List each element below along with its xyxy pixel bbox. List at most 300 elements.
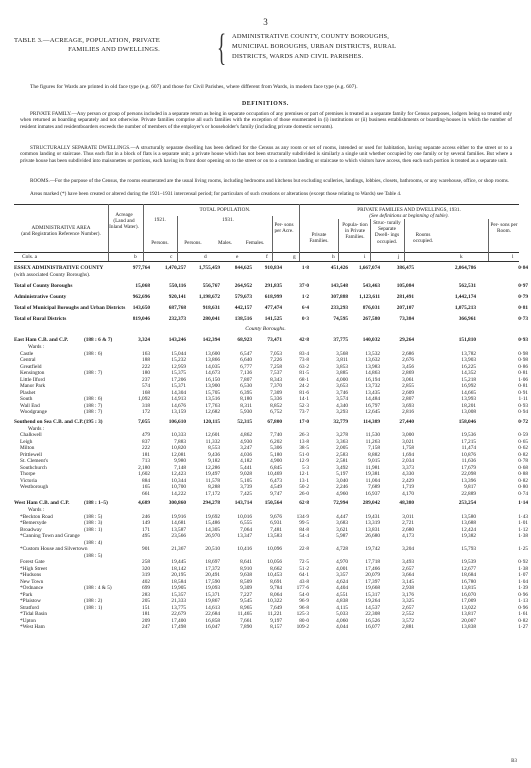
cell-value: 17,372 [205, 565, 220, 572]
row-code: (188 : 7) [84, 409, 103, 415]
cell-value: 819,046 [132, 316, 150, 322]
cell-value: 6·4 [301, 305, 309, 311]
cell-value: 3,278 [336, 432, 348, 438]
cell-value: 177·6 [296, 585, 309, 591]
cell-value: 910,834 [264, 265, 282, 271]
cell-value: 264,952 [234, 283, 252, 289]
cell-value: 16,937 [365, 490, 380, 497]
cell-value: 12,645 [365, 409, 380, 415]
cell-value: 479 [142, 432, 150, 438]
cell-value: 0·98 [518, 350, 528, 357]
cell-value: 1·39 [518, 585, 528, 591]
cell-value: 14,304 [171, 389, 186, 396]
cell-value: 17·0 [299, 418, 309, 425]
cell-value: 16,225 [461, 363, 476, 370]
cell-value: 3,325 [402, 598, 414, 604]
header-divider [299, 204, 300, 261]
cell-value: 4,930 [240, 438, 252, 445]
row-name: ESSEX ADMINISTRATIVE COUNTY [14, 265, 104, 271]
cell-value: 13,983 [365, 363, 380, 370]
row-name: Wards : [28, 507, 45, 513]
cell-value: 1·27 [518, 624, 528, 630]
cell-value: 713 [142, 458, 150, 464]
row-name: Broadway [20, 526, 42, 533]
cell-value: 574 [142, 383, 150, 389]
cell-value: 291,835 [264, 283, 282, 289]
cell-value: 1,602 [138, 471, 150, 477]
cell-value: 16,077 [365, 624, 380, 630]
cell-value: 19,539 [461, 559, 476, 565]
row-name: *Beckton Road [20, 513, 53, 520]
cell-value: 10,344 [171, 477, 186, 484]
cell-value: 19,382 [461, 533, 476, 539]
row-name: *Bemersyde [20, 520, 47, 526]
cell-value: 15,371 [171, 383, 186, 389]
cell-value: 4,036 [240, 451, 252, 458]
cell-value: 142,394 [202, 337, 220, 343]
header-divider [177, 216, 178, 261]
cell-value: 21,333 [171, 598, 186, 604]
cell-value: 26,970 [205, 533, 220, 539]
header-acreage: Acreage (Land and Inland Water). [109, 212, 139, 231]
cell-value: 7,309 [270, 389, 282, 396]
cell-value: 13,435 [365, 389, 380, 396]
cell-value: 7,740 [270, 432, 282, 438]
cell-value: 2,807 [402, 396, 414, 402]
cell-value: 837 [142, 438, 150, 445]
cell-value: 14,305 [205, 526, 220, 533]
cell-value: 22,889 [461, 490, 476, 497]
cell-value: 17,498 [171, 624, 186, 630]
cell-value: 884 [142, 477, 150, 484]
cell-value: 13,022 [461, 604, 476, 611]
row-name: *High Street [20, 565, 47, 572]
cell-value: 11,981 [365, 464, 380, 471]
cell-value: 80·0 [299, 617, 309, 624]
cell-value: 12,423 [171, 471, 186, 477]
cell-value: 918,631 [202, 305, 220, 311]
cell-value: 8,509 [240, 578, 252, 585]
cell-value: 8,553 [208, 445, 220, 451]
cell-value: 14,676 [171, 402, 186, 409]
cell-value: 20,491 [205, 572, 220, 578]
row-name: Wards : [28, 344, 45, 350]
cell-value: 13,866 [205, 357, 220, 363]
cell-value: 4,404 [336, 585, 348, 591]
header-divider [272, 216, 273, 261]
cell-value: 13,775 [171, 604, 186, 611]
cell-value: 19,381 [365, 471, 380, 477]
cell-value: 10,469 [267, 471, 282, 477]
cell-value: 19,093 [205, 585, 220, 591]
row-name: *Tidal Basin [20, 611, 48, 617]
cell-value: 10,820 [171, 445, 186, 451]
cell-value: 4,340 [336, 402, 348, 409]
cell-value: 9,015 [368, 458, 380, 464]
cell-value: 6,640 [240, 357, 252, 363]
cell-value: 12·1 [299, 471, 309, 477]
cell-value: 16,526 [365, 617, 380, 624]
row-name: Leigh [20, 438, 33, 445]
cell-value: 14,673 [205, 370, 220, 376]
cell-value: 20,195 [171, 572, 186, 578]
cell-value: 0·68 [518, 464, 528, 471]
cell-value: 0·82 [518, 451, 528, 458]
cell-value: 977,764 [132, 265, 150, 271]
row-name: Administrative County [14, 294, 67, 300]
title-right-line1: ADMINISTRATIVE COUNTY, COUNTY BOROUGHS, [232, 33, 390, 40]
cell-value: 19,264 [365, 598, 380, 604]
cell-value: 165 [142, 484, 150, 490]
definition-rooms: ROOMS.—For the purpose of the Census, the rooms enumerated are the usual living rooms, including bedrooms and kitchens but excluding sculleries, landings, lobbies, closets, bathrooms, or any warehouse, office, or shop rooms. [30, 178, 510, 184]
row-code: (188 : 2) [84, 598, 103, 604]
cell-value: 3,572 [402, 617, 414, 624]
cell-value: 143,548 [330, 283, 348, 289]
cell-value: 0·96 [518, 591, 528, 598]
cell-value: 3,204 [402, 546, 414, 552]
header-persons-per-acre: Per- sons per Acre. [274, 222, 294, 235]
cell-value: 0·74 [518, 490, 528, 497]
cell-value: 550,116 [169, 283, 186, 289]
cell-value: 0·62 [518, 445, 528, 451]
cell-value: 13,903 [461, 357, 476, 363]
cell-value: 26·3 [299, 432, 309, 438]
cell-value: 618,999 [264, 294, 282, 300]
row-name: Greatfield [20, 363, 42, 370]
cell-value: 205 [142, 598, 150, 604]
cell-value: 962,696 [132, 294, 150, 300]
cell-value: 51·2 [299, 565, 309, 572]
cell-value: 442,157 [234, 305, 252, 311]
row-name: *Park [20, 591, 33, 598]
cell-value: 3,061 [402, 376, 414, 383]
cell-value: 0·98 [518, 357, 528, 363]
cell-value: 180 [142, 370, 150, 376]
cell-value: 17,718 [365, 559, 380, 565]
column-letter: b [134, 254, 137, 260]
cell-value: 3,621 [336, 526, 348, 533]
cell-value: 1,755,459 [198, 265, 220, 271]
row-code: (188 : 6) [84, 396, 103, 402]
cell-value: 17,466 [365, 565, 380, 572]
cell-value: 3,885 [336, 370, 348, 376]
cell-value: 11,004 [365, 477, 380, 484]
cell-value: 1,694 [402, 451, 414, 458]
cell-value: 2,881 [402, 624, 414, 630]
cell-value: 2,034 [402, 458, 414, 464]
row-code: (188 : 7) [84, 402, 103, 409]
cell-value: 0·81 [518, 305, 528, 311]
cell-value: 22,098 [461, 471, 476, 477]
cell-value: 19,445 [171, 559, 186, 565]
cell-value: 5,336 [270, 396, 282, 402]
cell-value: 42·8 [299, 337, 309, 343]
row-name: Chalkwell [20, 432, 42, 438]
row-name: Wards : [28, 425, 45, 432]
row-name: Central [20, 357, 36, 363]
row-name: *West Ham [20, 624, 45, 630]
cell-value: 4,447 [336, 513, 348, 520]
cell-value: 2,064,786 [454, 265, 476, 271]
row-name: Total of Municipal Boroughs and Urban Districts [14, 305, 126, 311]
footer-code: B3 [511, 759, 517, 764]
table-row [14, 490, 528, 498]
cell-value: 12,286 [205, 464, 220, 471]
cell-value: 12,677 [461, 565, 476, 572]
cell-value: 11,465 [237, 611, 252, 617]
cell-value: 307,888 [330, 294, 348, 300]
cell-value: 319 [142, 572, 150, 578]
header-bottom-rule [14, 252, 519, 253]
cell-value: 26,680 [365, 533, 380, 539]
header-1921: 1921. [154, 217, 166, 223]
cell-value: 6,547 [240, 350, 252, 357]
column-letter: j [398, 254, 400, 260]
cell-value: 7,883 [174, 438, 186, 445]
cell-value: 14,863 [365, 370, 380, 376]
cell-value: 20,079 [365, 572, 380, 578]
cell-value: 19,905 [171, 585, 186, 591]
row-code: (188 : 1–5) [84, 500, 108, 506]
cell-value: 318 [142, 402, 150, 409]
cell-value: 19,431 [365, 513, 380, 520]
cell-value: 16,047 [205, 624, 220, 630]
cell-value: 1·2 [301, 294, 309, 300]
cell-value: 4,900 [270, 458, 282, 464]
county-boroughs-heading: County Boroughs. [245, 326, 286, 332]
cell-value: 19,536 [461, 432, 476, 438]
header-1931: 1931. [222, 217, 234, 223]
cell-value: 8,691 [270, 578, 282, 585]
cell-value: 1·61 [518, 611, 528, 617]
cell-value: 3,574 [336, 396, 348, 402]
cell-value: 1·01 [518, 520, 528, 526]
cell-value: 7,689 [368, 484, 380, 490]
header-persons-1931: Persons. [184, 240, 202, 246]
row-code: (188 : 4 & 5) [84, 585, 112, 591]
row-name: (with associated County Boroughs). [14, 272, 91, 278]
cell-value: 267,580 [362, 316, 380, 322]
cell-value: 8,311 [240, 402, 252, 409]
cell-value: 4,970 [336, 559, 348, 565]
header-private-group-sub: (See definitions at beginning of table). [369, 213, 449, 219]
cell-value: 16,150 [205, 376, 220, 383]
cell-value: 109·2 [296, 624, 309, 630]
cell-value: 7,055 [138, 418, 150, 425]
cols-rule [14, 261, 519, 262]
cell-value: 283 [142, 591, 150, 598]
row-code: (188 : 1) [84, 526, 103, 533]
cell-value: 10,453 [267, 572, 282, 578]
cell-value: 2,552 [402, 611, 414, 617]
cell-value: 37·0 [299, 283, 309, 289]
cell-value: 3,746 [336, 389, 348, 396]
cell-value: 22,308 [365, 611, 380, 617]
cell-value: 280,041 [202, 316, 220, 322]
header-total-population: TOTAL POPULATION. [199, 207, 251, 213]
cell-value: 15,371 [205, 591, 220, 598]
cell-value: 64·1 [299, 572, 309, 578]
cell-value: 2,657 [402, 604, 414, 611]
cell-value: 10,700 [171, 484, 186, 490]
cell-value: 0·79 [518, 294, 528, 300]
cell-value: 73,471 [267, 337, 282, 343]
cell-value: 12·9 [299, 458, 309, 464]
cell-value: 10,876 [461, 451, 476, 458]
cell-value: 9,436 [208, 451, 220, 458]
cell-value: 151 [142, 604, 150, 611]
cell-value: 2,869 [402, 370, 414, 376]
cell-value: 11,263 [365, 438, 380, 445]
cell-value: 4,000 [336, 376, 348, 383]
row-name: Kensington [20, 370, 45, 376]
cell-value: 17,206 [171, 376, 186, 383]
cell-value: 54·4 [299, 533, 309, 539]
cell-value: 13,587 [171, 526, 186, 533]
cell-value: 3,683 [336, 520, 348, 526]
cell-value: 7,258 [270, 363, 282, 370]
cell-value: 2,676 [402, 357, 414, 363]
cell-value: 232,373 [168, 316, 186, 322]
cell-value: 4,182 [240, 458, 252, 464]
cell-value: 141,525 [264, 316, 282, 322]
cell-value: 8,157 [270, 624, 282, 630]
row-name: Plashet [20, 389, 36, 396]
cell-value: 140,032 [362, 337, 380, 343]
cell-value: 6,752 [270, 409, 282, 415]
cell-value: 168 [142, 389, 150, 396]
cell-value: 8,064 [270, 591, 282, 598]
cell-value: 138,516 [234, 316, 252, 322]
header-divider [404, 219, 405, 261]
cell-value: 2,429 [402, 477, 414, 484]
cell-value: 72,994 [333, 500, 348, 506]
cell-value: 8,910 [240, 565, 252, 572]
cell-value: 181 [142, 611, 150, 617]
header-divider [488, 219, 489, 261]
table-title [14, 27, 519, 70]
cell-value: 3,739 [240, 484, 252, 490]
cell-value: 72·5 [299, 559, 309, 565]
cell-value: 1,719 [402, 484, 414, 490]
cell-value: 3,324 [138, 337, 150, 343]
cell-value: 209 [142, 617, 150, 624]
row-name: Westborough [20, 484, 49, 490]
cell-value: 13,583 [267, 533, 282, 539]
cell-value: 3,040 [336, 477, 348, 484]
cell-value: 83·4 [299, 350, 309, 357]
cell-value: 1·25 [518, 546, 528, 552]
row-name: West Ham C.B. and C.P. [14, 500, 70, 506]
cell-value: 7,425 [240, 490, 252, 497]
cell-value: 5,441 [240, 464, 252, 471]
cell-value: 2,581 [336, 458, 348, 464]
cell-value: 171 [142, 526, 150, 533]
cell-value: 451,426 [330, 265, 348, 271]
cell-value: 386,475 [396, 265, 414, 271]
cell-value: 9,028 [240, 471, 252, 477]
cell-value: 1,667,074 [358, 265, 380, 271]
row-name: Forest Gate [20, 559, 45, 565]
cell-value: 1·04 [518, 578, 528, 585]
cell-value: 5,033 [336, 611, 348, 617]
cell-value: 3,493 [402, 559, 414, 565]
cell-value: 19,692 [205, 513, 220, 520]
cell-value: 7,661 [240, 617, 252, 624]
cell-value: 1,758 [402, 445, 414, 451]
cell-value: 96·9 [299, 598, 309, 604]
cell-value: 10,096 [267, 546, 282, 552]
row-name: *Canning Town and Grange [20, 533, 80, 539]
cell-value: 9,676 [270, 513, 282, 520]
cell-value: 23,566 [171, 533, 186, 539]
cell-value: 562,531 [458, 283, 476, 289]
column-letter: d [204, 254, 207, 260]
cell-value: 7,064 [240, 526, 252, 533]
cell-value: 13,732 [365, 383, 380, 389]
cell-value: 2,721 [402, 520, 414, 526]
title-right [232, 32, 522, 62]
row-name: *Ordnance [20, 585, 44, 591]
cell-value: 143,714 [234, 500, 252, 506]
row-code: (188 : 3) [84, 520, 103, 526]
cell-value: 3,021 [402, 438, 414, 445]
cell-value: 1·12 [518, 526, 528, 533]
cell-value: 4,173 [402, 533, 414, 539]
cell-value: 22,679 [171, 611, 186, 617]
cell-value: 294,278 [202, 500, 220, 506]
row-code: (188 : 7) [84, 370, 103, 376]
row-name: Thorpe [20, 471, 36, 477]
summary-row [14, 282, 528, 290]
cell-value: 0·72 [518, 418, 528, 425]
cols-label: Cols. a [22, 254, 37, 260]
cell-value: 3,363 [336, 438, 348, 445]
cell-value: 253,254 [458, 500, 476, 506]
definition-private-family: PRIVATE FAMILY.—Any person or group of persons included in a separate return as being in separate occupation of any premises or part of premises is treated as a separate family for Census purposes, lodgers being so treated only when returned as boarding separately and not otherwise. Private families comprise all such families with the exception of those enumerated in (i) institutions or (ii) business establishments or boarding-houses in which the number of resident inmates and residentboarders exceeds the number of members of the employer's or householder's family (including private domestic servants). [20, 111, 512, 130]
cell-value: 62·8 [299, 500, 309, 506]
cell-value: 4,170 [402, 490, 414, 497]
cell-value: 13,159 [171, 409, 186, 415]
cell-value: 188 [142, 357, 150, 363]
cell-value: 14,352 [461, 370, 476, 376]
cell-value: 0·91 [518, 389, 528, 396]
cell-value: 11,530 [365, 432, 380, 438]
cell-value: 4,862 [240, 432, 252, 438]
cell-value: 2,657 [402, 565, 414, 572]
header-top-rule [14, 204, 519, 205]
cell-value: 54·0 [299, 591, 309, 598]
cell-value: 21,367 [171, 546, 186, 552]
cell-value: 2,246 [336, 484, 348, 490]
header-persons-1921: Persons. [151, 240, 169, 246]
header-admin-area: ADMINISTRATIVE AREA (and Registration Reference Number). [21, 225, 101, 238]
cell-value: 2,686 [402, 350, 414, 357]
definition-areas: Areas marked (*) have been created or altered during the 1921–1931 intercensal period; for particulars of such creations or alterations (except those relating to Wards) see Table 4. [30, 191, 402, 197]
cell-value: 163 [142, 350, 150, 357]
cell-value: 15,068 [135, 283, 150, 289]
row-name: Milton [20, 445, 35, 451]
cell-value: 258 [142, 559, 150, 565]
cell-value: 8,852 [270, 402, 282, 409]
column-letter: l [512, 254, 514, 260]
cell-value: 12,081 [171, 451, 186, 458]
cell-value: 14,035 [205, 363, 220, 370]
cell-value: 15,044 [171, 350, 186, 357]
cell-value: 125·3 [296, 611, 309, 617]
cell-value: 8,965 [240, 604, 252, 611]
summary-row [14, 293, 528, 301]
